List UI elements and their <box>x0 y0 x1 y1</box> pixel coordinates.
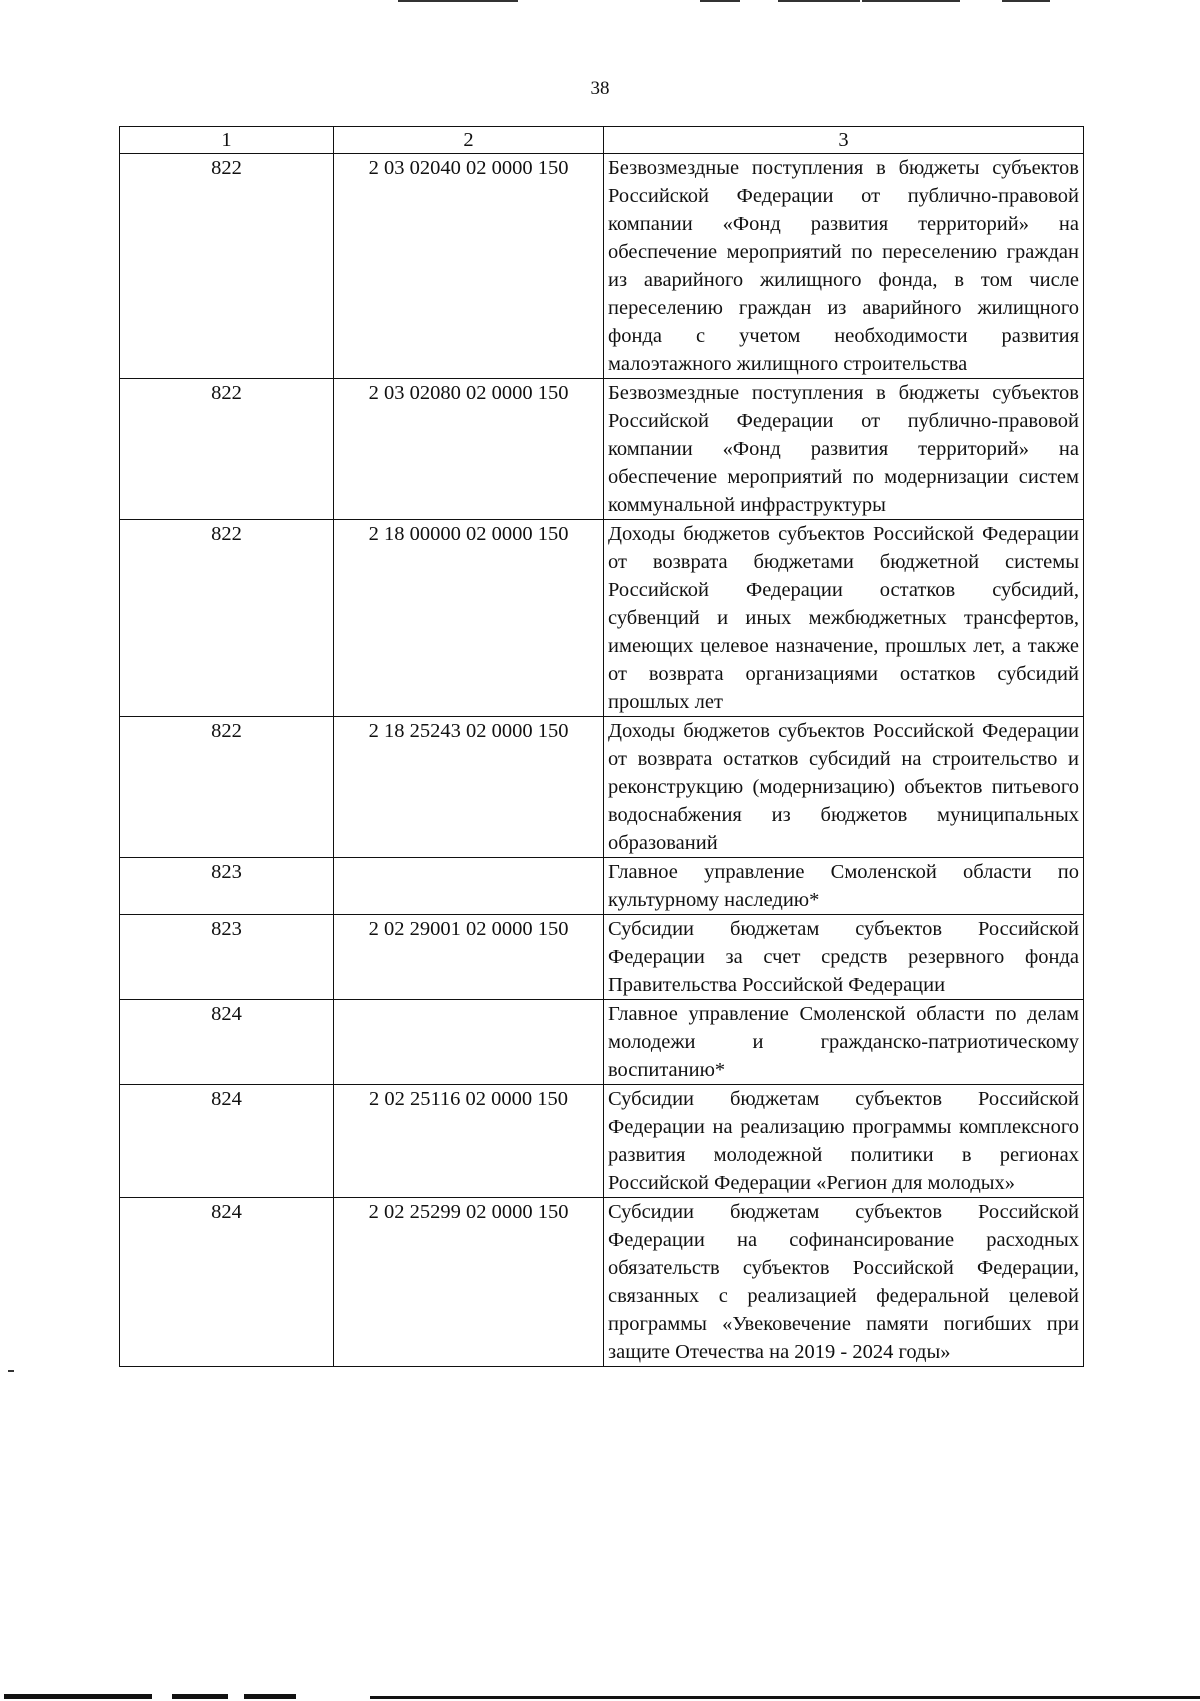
description-cell: Главное управление Смоленской области по культурному наследию* <box>604 858 1084 915</box>
table-row <box>120 379 1084 520</box>
table-row <box>120 1000 1084 1085</box>
table-row <box>120 717 1084 858</box>
table-row <box>120 1085 1084 1198</box>
revenue-code-cell: 2 03 02040 02 0000 150 <box>334 154 604 379</box>
scan-edge-top <box>0 0 1200 6</box>
revenue-code-cell: 2 02 29001 02 0000 150 <box>334 915 604 1000</box>
admin-code-cell: 824 <box>120 1085 334 1198</box>
admin-code-cell: 824 <box>120 1000 334 1085</box>
revenue-code-cell <box>334 1000 604 1085</box>
admin-code-cell: 822 <box>120 717 334 858</box>
revenue-code-cell <box>334 858 604 915</box>
admin-code-cell: 822 <box>120 379 334 520</box>
admin-code-cell: 822 <box>120 154 334 379</box>
column-header-1: 1 <box>120 127 334 154</box>
description-cell: Главное управление Смоленской области по делам молодежи и гражданско-патриотическому воспитанию* <box>604 1000 1084 1085</box>
admin-code-cell: 822 <box>120 520 334 717</box>
description-cell: Безвозмездные поступления в бюджеты субъектов Российской Федерации от публично-правовой компании «Фонд развития территорий» на обеспечение мероприятий по модернизации систем коммунальной инфраструктуры <box>604 379 1084 520</box>
description-cell: Субсидии бюджетам субъектов Российской Федерации на реализацию программы комплексного развития молодежной политики в регионах Российской Федерации «Регион для молодых» <box>604 1085 1084 1198</box>
description-cell: Доходы бюджетов субъектов Российской Федерации от возврата бюджетами бюджетной системы Российской Федерации остатков субсидий, субвенций и иных межбюджетных трансфертов, имеющих целевое назначение, прошлых лет, а также от возврата организациями остатков субсидий прошлых лет <box>604 520 1084 717</box>
description-cell: Безвозмездные поступления в бюджеты субъектов Российской Федерации от публично-правовой компании «Фонд развития территорий» на обеспечение мероприятий по переселению граждан из аварийного жилищного фонда, в том числе переселению граждан из аварийного жилищного фонда с учетом необходимости развития малоэтажного жилищного строительства <box>604 154 1084 379</box>
scan-mark-left <box>8 1370 14 1372</box>
table-row <box>120 1198 1084 1367</box>
revenue-codes-table <box>119 126 1084 1367</box>
revenue-code-cell: 2 18 25243 02 0000 150 <box>334 717 604 858</box>
table-row <box>120 520 1084 717</box>
revenue-code-cell: 2 18 00000 02 0000 150 <box>334 520 604 717</box>
description-cell: Доходы бюджетов субъектов Российской Федерации от возврата остатков субсидий на строительство и реконструкцию (модернизацию) объектов питьевого водоснабжения из бюджетов муниципальных образований <box>604 717 1084 858</box>
description-cell: Субсидии бюджетам субъектов Российской Федерации на софинансирование расходных обязательств субъектов Российской Федерации, связанных с реализацией федеральной целевой программы «Увековечение памяти погибших при защите Отечества на 2019 - 2024 годы» <box>604 1198 1084 1367</box>
admin-code-cell: 824 <box>120 1198 334 1367</box>
description-cell: Субсидии бюджетам субъектов Российской Федерации за счет средств резервного фонда Правительства Российской Федерации <box>604 915 1084 1000</box>
column-header-2: 2 <box>334 127 604 154</box>
column-header-3: 3 <box>604 127 1084 154</box>
table-row <box>120 154 1084 379</box>
revenue-code-cell: 2 02 25116 02 0000 150 <box>334 1085 604 1198</box>
page-number: 38 <box>590 78 610 99</box>
table-header-row <box>120 127 1084 154</box>
admin-code-cell: 823 <box>120 915 334 1000</box>
table-row <box>120 858 1084 915</box>
scan-edge-bottom <box>0 1689 1200 1701</box>
revenue-code-cell: 2 03 02080 02 0000 150 <box>334 379 604 520</box>
table-row <box>120 915 1084 1000</box>
admin-code-cell: 823 <box>120 858 334 915</box>
revenue-code-cell: 2 02 25299 02 0000 150 <box>334 1198 604 1367</box>
